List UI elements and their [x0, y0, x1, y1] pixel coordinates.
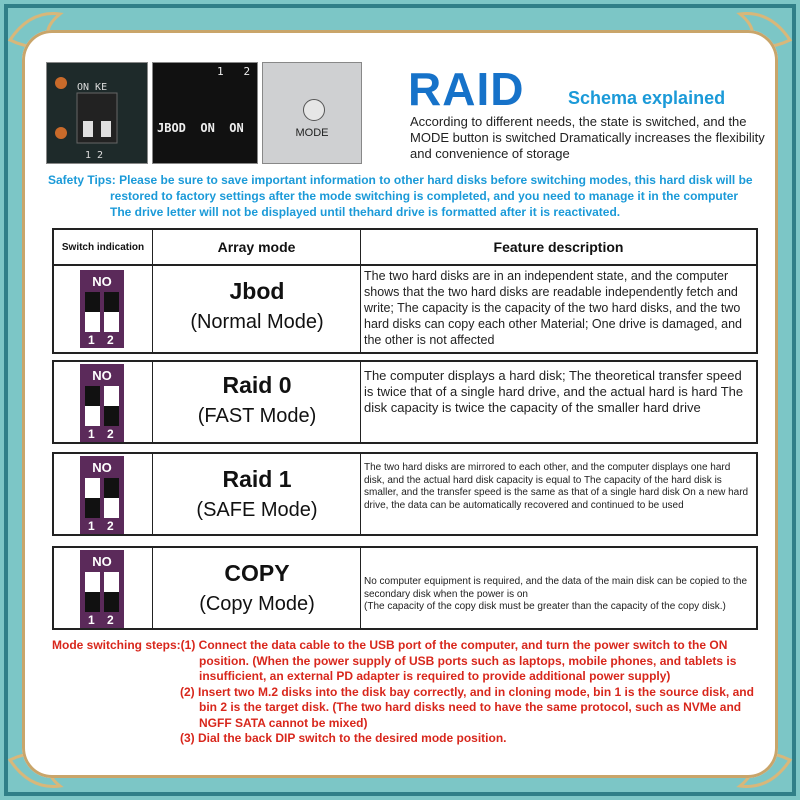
switch-label: NO	[92, 460, 112, 475]
dip-switch-icon	[80, 270, 124, 348]
switch-label: NO	[92, 554, 112, 569]
step-line: position. (When the power supply of USB ports such as laptops, mobile phones, and tablets is	[199, 653, 737, 668]
switch-label: NO	[92, 274, 112, 289]
safety-tips	[40, 172, 770, 220]
mode-table-line: JBOD ON ON	[157, 121, 244, 135]
array-mode	[154, 372, 360, 428]
mode-sub: (FAST Mode)	[197, 405, 317, 427]
mode-button-photo	[262, 62, 362, 164]
step-line: (2) Insert two M.2 disks into the disk bay correctly, and in cloning mode, bin 1 is the source disk, and	[180, 684, 754, 699]
feature-description: The two hard disks are mirrored to each other, and the computer displays one hard disk, and the actual hard disk capacity is equal to The capacity of the hard disk is smaller, and the transfer speed is the same as that of a single hard disk On a new hard drive, the data can be automatically recovered and continued to be used	[364, 462, 749, 511]
mode-sub: (SAFE Mode)	[196, 499, 318, 521]
dip-switch-photo	[46, 62, 148, 164]
safety-line: restored to factory settings after the mode switching is completed, and you need to manage it in the computer	[110, 189, 739, 203]
table-row	[52, 264, 758, 354]
feature-description: The computer displays a hard disk; The theoretical transfer speed is twice that of a single hard drive, and the actual hard is hard The disk capacity is twice the capacity of the smaller hard drive	[364, 368, 744, 415]
feature-description: No computer equipment is required, and the data of the main disk can be copied to the secondary disk when the power is on (The capacity of the copy disk must be greater than the capacity of the copy disk.)	[364, 576, 748, 612]
dip-photo-nums: 1 2	[85, 150, 104, 161]
switch-num: 1	[88, 427, 95, 441]
mode-name: Jbod	[229, 278, 285, 304]
page-title: RAID	[408, 63, 525, 115]
mode-switching-steps	[52, 638, 762, 747]
switch-num: 2	[107, 333, 114, 347]
step-line: (3) Dial the back DIP switch to the desired mode position.	[180, 731, 507, 745]
mode-name: Raid 1	[222, 466, 292, 492]
switch-num: 1	[88, 519, 95, 533]
dip-switch-icon	[80, 550, 124, 628]
mode-sub: (Normal Mode)	[190, 311, 324, 333]
header-array-mode: Array mode	[153, 230, 361, 264]
dip-switch-icon	[80, 456, 124, 534]
switch-label: NO	[92, 368, 112, 383]
switch-num: 1	[88, 613, 95, 627]
switch-num: 2	[107, 613, 114, 627]
array-mode	[154, 278, 360, 334]
switch-num: 2	[107, 519, 114, 533]
step-line: insufficient, an external PD adapter is required to provide additional power supply)	[199, 669, 671, 683]
table-row	[52, 546, 758, 630]
dip-photo-label: ON KE	[77, 82, 108, 93]
mode-name: COPY	[224, 560, 290, 586]
switch-num: 2	[107, 427, 114, 441]
safety-line: Safety Tips: Please be sure to save important information to other hard disks before switching modes, this hard disk will be	[48, 173, 753, 187]
array-mode	[154, 560, 360, 616]
header-feature: Feature description	[493, 239, 624, 255]
table-row	[52, 360, 758, 444]
array-mode	[154, 466, 360, 522]
mode-name: Raid 0	[222, 372, 292, 398]
step-line: NGFF SATA cannot be mixed)	[199, 715, 368, 730]
mode-button-label: MODE	[295, 127, 329, 139]
table-header	[52, 228, 758, 266]
dip-switch-icon	[80, 364, 124, 442]
mode-table-header: 1 2	[217, 65, 251, 78]
table-row	[52, 452, 758, 536]
safety-line: The drive letter will not be displayed until thehard drive is formatted after it is reactivated.	[110, 205, 621, 219]
switch-num: 1	[88, 333, 95, 347]
mode-sub: (Copy Mode)	[199, 593, 315, 615]
feature-description: The two hard disks are in an independent state, and the computer shows that the two hard disks are readable independently fetch and write; The capacity is the capacity of the two hard disks, and the two hard disks can copy each other Material; One drive is damaged, and the other is not affected	[364, 269, 742, 347]
mode-table-photo	[152, 62, 258, 164]
page-subtitle: Schema explained	[568, 88, 726, 108]
header-switch: Switch indication	[54, 230, 153, 264]
dip-switch-graphic	[47, 63, 147, 163]
intro-text: According to different needs, the state is switched, and the MODE button is switched Dramatically increases the flexibility and convenience of storage	[410, 114, 765, 161]
step-line: bin 2 is the target disk. (The two hard disks need to have the same protocol, such as NVMe and	[199, 700, 742, 714]
step-line: Mode switching steps:(1) Connect the data cable to the USB port of the computer, and turn the power switch to the ON	[52, 638, 728, 652]
mode-button-icon	[303, 99, 325, 121]
